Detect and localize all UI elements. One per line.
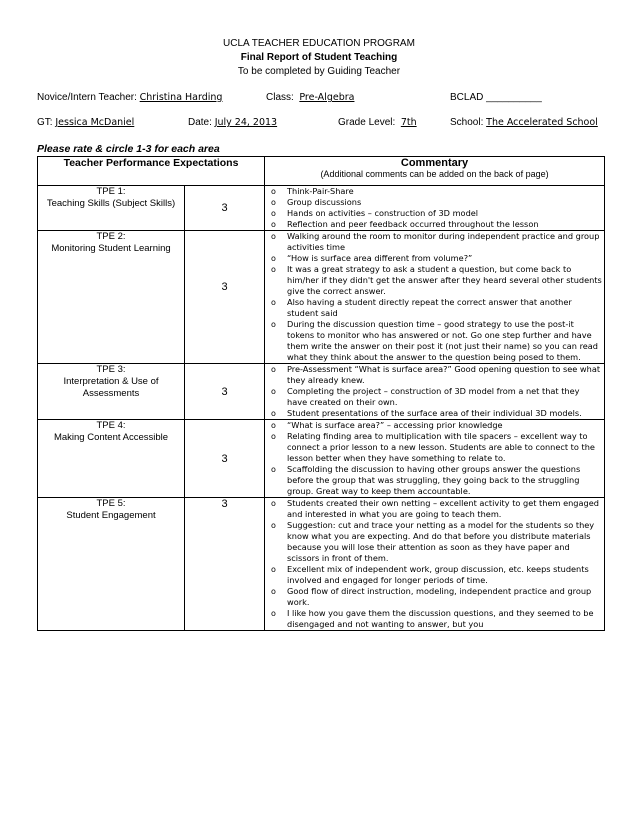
tpe-score: 3 [185, 364, 265, 420]
bullet-icon: o [271, 232, 276, 241]
comment-item: o Suggestion: cut and trace your netting as a model for the students so they know what you are expecting. And do that before you distribute materials because you will lose their attention as soon as they have paper and scissors in front of them. [271, 520, 595, 563]
tpe-commentary [265, 186, 605, 231]
bullet-icon: o [271, 209, 276, 218]
comment-item: o It was a great strategy to ask a student a question, but come back to him/her if they didn't get the answer after they heard several other students give the correct answer. [271, 264, 602, 296]
school-value: The Accelerated School [486, 117, 598, 128]
bullet-icon: o [271, 187, 276, 196]
gt-label: GT: [37, 117, 53, 128]
class-label: Class: [266, 92, 294, 103]
date-value: July 24, 2013 [214, 117, 278, 128]
novice-value: Christina Harding [139, 92, 223, 103]
comment-item: o Student presentations of the surface area of their individual 3D models. [271, 408, 582, 418]
bullet-icon: o [271, 421, 276, 430]
comment-item: o Group discussions [271, 197, 362, 207]
tpe-row [38, 364, 605, 420]
tpe-row [38, 231, 605, 364]
comment-item: o Excellent mix of independent work, group discussion, etc. keeps students involved and engaged for longer periods of time. [271, 564, 589, 585]
bclad-label: BCLAD [450, 92, 484, 103]
tpe-row [38, 420, 605, 498]
comment-item: o “What is surface area?” – accessing prior knowledge [271, 420, 503, 430]
comment-item: o Walking around the room to monitor during independent practice and group activities time [271, 231, 600, 252]
grade-label: Grade Level: [338, 117, 396, 128]
evaluation-table [37, 156, 605, 631]
tpe-score: 3 [185, 498, 265, 631]
school-label: School: [450, 117, 484, 128]
bullet-icon: o [271, 565, 276, 574]
bullet-icon: o [271, 254, 276, 263]
bullet-icon: o [271, 587, 276, 596]
novice-label: Novice/Intern Teacher: [37, 92, 137, 103]
table-header-row [38, 157, 605, 186]
date-label: Date: [188, 117, 212, 128]
comment-item: o Scaffolding the discussion to having other groups answer the questions before the group that was struggling, they going back to the struggling group. Great way to keep them accountable. [271, 464, 581, 496]
comment-item: o During the discussion question time – good strategy to use the post-it tokens to monitor who has answered or not. Go one step further and have them write the answer on their post it (not just their name) so you can read what they think about the answer to the question being posed to them. [271, 319, 599, 362]
bullet-icon: o [271, 521, 276, 530]
comment-item: o “How is surface area different from volume?” [271, 253, 473, 263]
tpe-label: TPE 5: Student Engagement [38, 498, 185, 631]
date-field [188, 117, 277, 129]
comment-item: o I like how you gave them the discussion questions, and they seemed to be disengaged and not wanting to answer, but you [271, 608, 594, 629]
program-title: UCLA TEACHER EDUCATION PROGRAM [223, 38, 415, 49]
bullet-icon: o [271, 387, 276, 396]
tpe-score: 3 [185, 186, 265, 231]
bullet-icon: o [271, 198, 276, 207]
comment-item: o Also having a student directly repeat the correct answer that another student said [271, 297, 572, 318]
comment-item: o Students created their own netting – excellent activity to get them engaged and interested in what you are going to teach them. [271, 498, 599, 519]
comment-item: o Think-Pair-Share [271, 186, 354, 196]
school-field [450, 117, 598, 129]
grade-value: 7th [400, 117, 417, 128]
tpe-rows [38, 186, 605, 631]
bullet-icon: o [271, 432, 276, 441]
bullet-icon: o [271, 298, 276, 307]
bclad-value: __________ [486, 92, 542, 103]
report-subtitle: To be completed by Guiding Teacher [237, 66, 401, 77]
comment-item: o Hands on activities – construction of 3D model [271, 208, 479, 218]
bullet-icon: o [271, 499, 276, 508]
tpe-label: TPE 2: Monitoring Student Learning [38, 231, 185, 364]
commentary-column-header [265, 157, 605, 186]
tpe-commentary [265, 364, 605, 420]
comment-item: o Completing the project – construction of 3D model from a net that they have created on their own. [271, 386, 580, 407]
class-field [266, 92, 354, 104]
bullet-icon: o [271, 409, 276, 418]
bclad-field [450, 92, 542, 104]
novice-field [37, 92, 222, 104]
report-title: Final Report of Student Teaching [240, 52, 398, 63]
commentary-title: Commentary [400, 157, 469, 169]
tpe-score: 3 [185, 231, 265, 364]
tpe-column-header: Teacher Performance Expectations [38, 157, 265, 186]
comment-item: o Good flow of direct instruction, modeling, independent practice and group work. [271, 586, 592, 607]
bullet-icon: o [271, 365, 276, 374]
bullet-icon: o [271, 465, 276, 474]
tpe-commentary [265, 420, 605, 498]
grade-field [338, 117, 417, 129]
tpe-score: 3 [185, 420, 265, 498]
comment-item: o Reflection and peer feedback occurred throughout the lesson [271, 219, 539, 229]
bullet-icon: o [271, 265, 276, 274]
tpe-label: TPE 4: Making Content Accessible [38, 420, 185, 498]
tpe-label: TPE 3: Interpretation & Use of Assessments [38, 364, 185, 420]
bullet-icon: o [271, 320, 276, 329]
tpe-commentary [265, 231, 605, 364]
comment-item: o Relating finding area to multiplication with tile spacers – excellent way to connect a prior lesson to a new lesson. Students are able to connect to the lesson better when they have something to relate to. [271, 431, 595, 463]
tpe-row [38, 498, 605, 631]
gt-value: Jessica McDaniel [55, 117, 135, 128]
rating-instruction: Please rate & circle 1-3 for each area [37, 143, 220, 155]
comment-item: o Pre-Assessment “What is surface area?” Good opening question to see what they already knew. [271, 364, 601, 385]
gt-field [37, 117, 134, 129]
commentary-subtitle: (Additional comments can be added on the back of page) [320, 169, 549, 179]
class-value: Pre-Algebra [299, 92, 355, 103]
bullet-icon: o [271, 220, 276, 229]
tpe-commentary [265, 498, 605, 631]
bullet-icon: o [271, 609, 276, 618]
tpe-row [38, 186, 605, 231]
tpe-label: TPE 1: Teaching Skills (Subject Skills) [38, 186, 185, 231]
